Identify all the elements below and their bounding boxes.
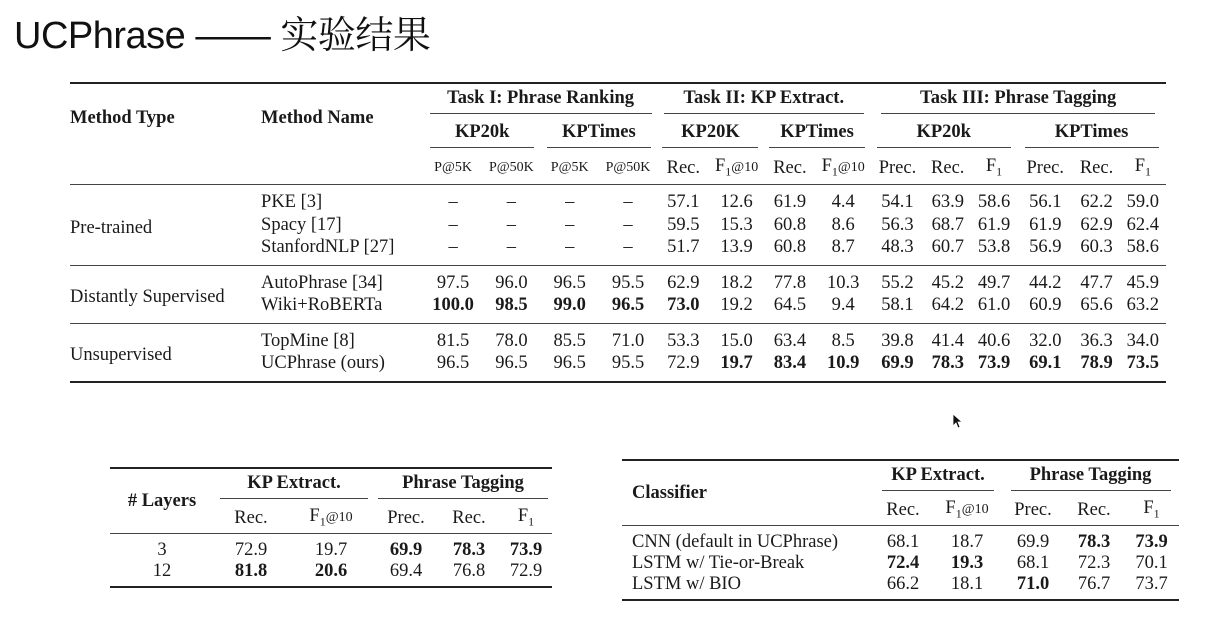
value-cell: 40.6 <box>977 330 1011 351</box>
classifier-name-cell: CNN (default in UCPhrase) <box>632 532 839 552</box>
value-cell: 10.9 <box>826 353 860 374</box>
classifier-name-cell: LSTM w/ Tie-or-Break <box>632 553 805 573</box>
value-cell: 78.0 <box>495 330 528 351</box>
method-type-cell: Unsupervised <box>70 345 172 365</box>
value-cell: 61.9 <box>773 192 807 213</box>
value-cell: 62.2 <box>1080 192 1113 213</box>
value-cell: 60.8 <box>773 237 807 258</box>
value-cell: 81.8 <box>234 561 268 581</box>
value-cell: – <box>506 237 517 258</box>
value-cell: 95.5 <box>611 272 645 293</box>
value-cell: 65.6 <box>1080 295 1113 316</box>
value-cell: 15.3 <box>720 214 753 235</box>
table-row <box>622 526 1179 553</box>
value-cell: 56.9 <box>1029 237 1062 258</box>
value-cell: 72.9 <box>667 353 700 374</box>
value-cell: 64.2 <box>931 295 964 316</box>
value-cell: 70.1 <box>1135 553 1168 573</box>
layers-cell: 3 <box>157 540 167 560</box>
results-table <box>70 82 1166 383</box>
metric-label: $F_1$ <box>1134 156 1151 179</box>
method-type-cell: Pre-trained <box>70 217 153 238</box>
value-cell: 51.7 <box>667 237 700 258</box>
method-name-cell: TopMine [8] <box>261 330 355 351</box>
value-cell: 78.3 <box>1077 532 1111 552</box>
value-cell: 78.3 <box>452 540 486 560</box>
classifier-name-cell: LSTM w/ BIO <box>632 574 741 594</box>
value-cell: 96.5 <box>553 353 586 374</box>
header-t1-kptimes: KPTimes <box>547 122 651 148</box>
metric-label: Rec. <box>666 157 700 178</box>
value-cell: 55.2 <box>881 272 914 293</box>
table-row <box>70 266 1166 295</box>
value-cell: 61.9 <box>1029 214 1062 235</box>
value-cell: 15.0 <box>720 330 753 351</box>
header-layers: # Layers <box>127 490 197 511</box>
metric-label: $F_1@10$ <box>945 498 989 521</box>
header-task2: Task II: KP Extract. <box>664 88 864 114</box>
value-cell: 66.2 <box>886 574 920 594</box>
table-row <box>70 324 1166 353</box>
value-cell: 63.2 <box>1126 295 1160 316</box>
value-cell: 44.2 <box>1029 272 1062 293</box>
value-cell: 68.1 <box>886 532 920 552</box>
value-cell: 49.7 <box>977 272 1011 293</box>
table-row <box>622 574 1179 600</box>
value-cell: 48.3 <box>881 237 914 258</box>
value-cell: 69.9 <box>1016 532 1050 552</box>
value-cell: 72.3 <box>1077 553 1111 573</box>
value-cell: 69.4 <box>389 561 423 581</box>
value-cell: 72.4 <box>886 553 920 573</box>
value-cell: 45.9 <box>1126 272 1160 293</box>
method-name-cell: StanfordNLP [27] <box>261 237 395 258</box>
header-method-name: Method Name <box>261 107 374 128</box>
value-cell: – <box>448 237 458 258</box>
table-row <box>110 534 552 561</box>
value-cell: 73.9 <box>1135 532 1168 552</box>
value-cell: 76.7 <box>1077 574 1111 594</box>
metric-label: Prec. <box>387 507 425 528</box>
value-cell: 12.6 <box>720 192 753 213</box>
value-cell: – <box>506 214 517 235</box>
value-cell: 13.9 <box>720 237 753 258</box>
value-cell: – <box>448 192 458 213</box>
value-cell: – <box>506 192 517 213</box>
value-cell: 76.8 <box>452 561 486 581</box>
metric-label: Rec. <box>773 157 807 178</box>
header-task1: Task I: Phrase Ranking <box>430 88 652 114</box>
header-t2-kp20k: KP20K <box>662 122 758 148</box>
value-cell: 77.8 <box>773 272 807 293</box>
value-cell: 4.4 <box>831 192 855 213</box>
header-method-type: Method Type <box>70 107 175 128</box>
value-cell: 58.1 <box>881 295 914 316</box>
value-cell: 61.0 <box>977 295 1011 316</box>
value-cell: 71.0 <box>1016 574 1050 594</box>
value-cell: 59.0 <box>1126 192 1160 213</box>
value-cell: – <box>565 192 575 213</box>
value-cell: 96.5 <box>611 295 645 316</box>
metric-label: P@50K <box>488 160 534 175</box>
metric-label: Rec. <box>452 507 486 528</box>
value-cell: 72.9 <box>234 540 268 560</box>
value-cell: 18.1 <box>950 574 984 594</box>
value-cell: 73.5 <box>1126 353 1160 374</box>
value-cell: 95.5 <box>611 353 645 374</box>
value-cell: 64.5 <box>773 295 807 316</box>
metric-label: P@5K <box>550 160 589 175</box>
metric-label: Prec. <box>878 157 917 178</box>
table-row <box>70 185 1166 214</box>
header-task3: Task III: Phrase Tagging <box>881 88 1155 114</box>
slide-title: UCPhrase —— 实验结果 <box>14 15 431 57</box>
value-cell: – <box>623 192 633 213</box>
value-cell: 96.0 <box>495 272 528 293</box>
metric-label: Rec. <box>886 499 920 520</box>
header-t2-kptimes: KPTimes <box>769 122 865 148</box>
metric-label: $F_1@10$ <box>309 506 353 529</box>
metric-label: $F_1$ <box>985 156 1003 179</box>
layers-table <box>110 467 552 588</box>
metric-label: Prec. <box>1026 157 1065 178</box>
metric-label: Rec. <box>1079 157 1114 178</box>
value-cell: 58.6 <box>1126 237 1160 258</box>
header-kp-extract: KP Extract. <box>220 473 368 499</box>
value-cell: 73.9 <box>509 540 543 560</box>
header-t3-kp20k: KP20k <box>877 122 1011 148</box>
value-cell: 60.7 <box>931 237 964 258</box>
method-type-cell: Distantly Supervised <box>70 287 225 307</box>
value-cell: 72.9 <box>509 561 543 581</box>
value-cell: 71.0 <box>611 330 645 351</box>
value-cell: – <box>565 214 575 235</box>
value-cell: 81.5 <box>436 330 470 351</box>
value-cell: 100.0 <box>432 295 474 316</box>
value-cell: – <box>623 237 633 258</box>
header-classifier: Classifier <box>632 482 708 503</box>
value-cell: 18.7 <box>950 532 984 552</box>
value-cell: 60.8 <box>773 214 807 235</box>
value-cell: 39.8 <box>881 330 914 351</box>
value-cell: 45.2 <box>931 272 964 293</box>
value-cell: 78.3 <box>931 353 964 374</box>
value-cell: – <box>565 237 575 258</box>
metric-label: $F_1@10$ <box>821 156 865 179</box>
value-cell: 73.9 <box>977 353 1011 374</box>
metric-label: $F_1$ <box>517 506 535 529</box>
value-cell: 63.9 <box>931 192 964 213</box>
value-cell: 8.6 <box>831 214 855 235</box>
header-kp-extract: KP Extract. <box>882 465 994 491</box>
value-cell: 60.3 <box>1080 237 1113 258</box>
method-name-cell: Spacy [17] <box>261 214 342 235</box>
value-cell: 68.7 <box>931 214 964 235</box>
method-name-cell: AutoPhrase [34] <box>261 272 383 293</box>
value-cell: 98.5 <box>495 295 528 316</box>
method-name-cell: PKE [3] <box>261 192 323 213</box>
value-cell: 18.2 <box>720 272 753 293</box>
value-cell: 59.5 <box>667 214 700 235</box>
classifier-table <box>622 459 1179 601</box>
table-row <box>110 561 552 587</box>
value-cell: 58.6 <box>977 192 1011 213</box>
header-phrase-tagging: Phrase Tagging <box>378 473 548 499</box>
value-cell: 19.7 <box>720 353 753 374</box>
header-t1-kp20k: KP20k <box>430 122 534 148</box>
value-cell: 73.0 <box>667 295 700 316</box>
value-cell: 54.1 <box>881 192 914 213</box>
value-cell: 97.5 <box>436 272 470 293</box>
value-cell: 85.5 <box>553 330 586 351</box>
method-name-cell: UCPhrase (ours) <box>261 353 385 374</box>
method-name-cell: Wiki+RoBERTa <box>261 295 383 316</box>
value-cell: – <box>448 214 458 235</box>
value-cell: 19.3 <box>950 553 984 573</box>
value-cell: 69.9 <box>881 353 914 374</box>
value-cell: 9.4 <box>831 295 855 316</box>
value-cell: 69.9 <box>389 540 423 560</box>
value-cell: 62.4 <box>1126 214 1160 235</box>
value-cell: 53.8 <box>977 237 1011 258</box>
value-cell: 96.5 <box>436 353 470 374</box>
metric-label: $F_1$ <box>1143 498 1160 521</box>
header-phrase-tagging: Phrase Tagging <box>1011 465 1171 491</box>
mouse-cursor-icon <box>952 413 964 429</box>
table-row <box>622 553 1179 574</box>
metric-label: Rec. <box>931 157 965 178</box>
value-cell: 19.7 <box>314 540 348 560</box>
value-cell: 56.1 <box>1029 192 1062 213</box>
value-cell: 99.0 <box>553 295 586 316</box>
metric-label: Rec. <box>1077 499 1111 520</box>
value-cell: 83.4 <box>773 353 807 374</box>
value-cell: 69.1 <box>1029 353 1062 374</box>
value-cell: 61.9 <box>977 214 1011 235</box>
value-cell: 34.0 <box>1126 330 1160 351</box>
value-cell: 60.9 <box>1029 295 1062 316</box>
value-cell: 8.7 <box>831 237 855 258</box>
value-cell: 96.5 <box>553 272 586 293</box>
metric-label: P@5K <box>434 160 472 175</box>
value-cell: 36.3 <box>1080 330 1113 351</box>
value-cell: 62.9 <box>1080 214 1113 235</box>
value-cell: 78.9 <box>1080 353 1113 374</box>
layers-cell: 12 <box>152 561 172 581</box>
value-cell: 96.5 <box>495 353 528 374</box>
header-t3-kptimes: KPTimes <box>1025 122 1159 148</box>
value-cell: 63.4 <box>773 330 807 351</box>
metric-label: Prec. <box>1014 499 1052 520</box>
value-cell: 56.3 <box>881 214 914 235</box>
value-cell: 19.2 <box>720 295 753 316</box>
value-cell: 32.0 <box>1029 330 1062 351</box>
value-cell: 8.5 <box>831 330 855 351</box>
value-cell: 57.1 <box>667 192 700 213</box>
value-cell: 73.7 <box>1135 574 1168 594</box>
value-cell: 68.1 <box>1016 553 1050 573</box>
value-cell: 62.9 <box>667 272 700 293</box>
value-cell: 53.3 <box>667 330 700 351</box>
value-cell: 41.4 <box>931 330 964 351</box>
value-cell: 47.7 <box>1080 272 1113 293</box>
value-cell: – <box>623 214 633 235</box>
value-cell: 20.6 <box>314 561 348 581</box>
metric-label: P@50K <box>605 160 651 175</box>
value-cell: 10.3 <box>826 272 860 293</box>
metric-label: $F_1@10$ <box>715 156 759 179</box>
metric-label: Rec. <box>234 507 268 528</box>
